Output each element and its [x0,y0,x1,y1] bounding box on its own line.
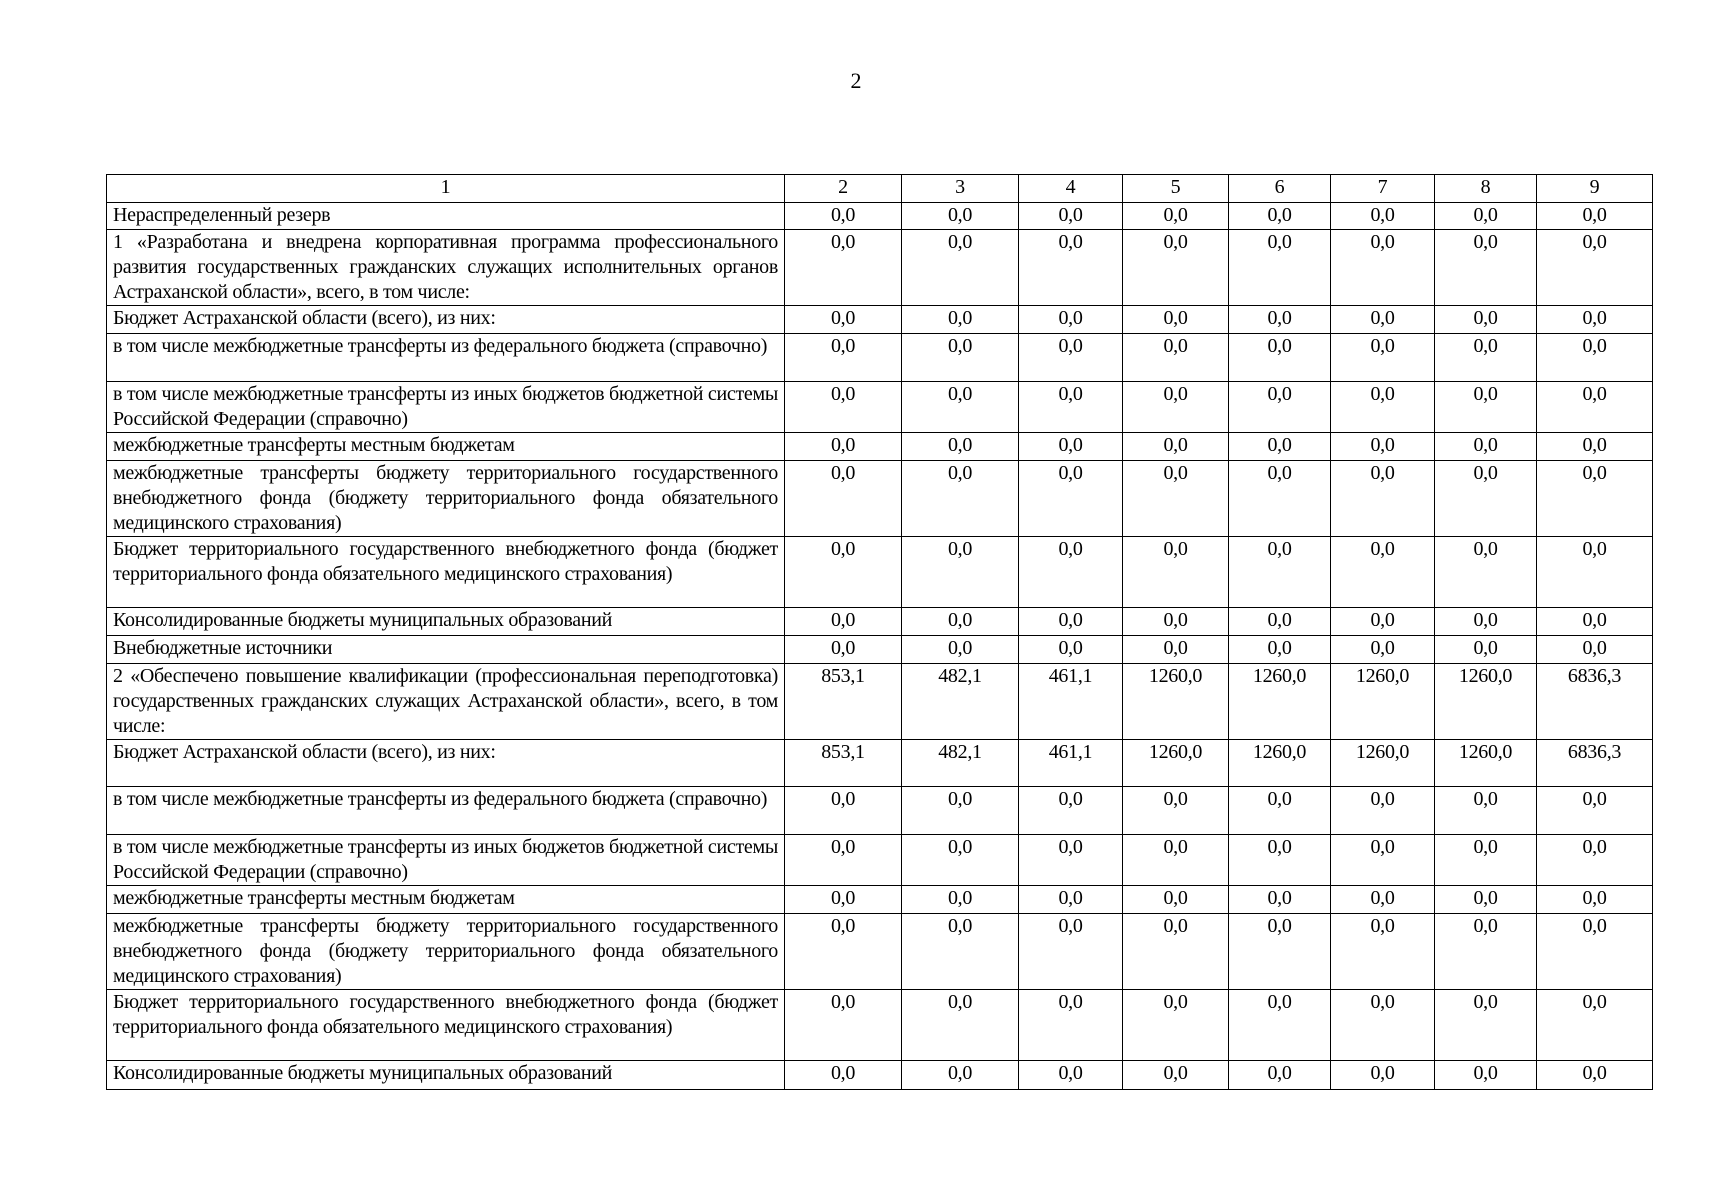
row-value-col-5: 0,0 [1123,914,1229,990]
table-row [107,306,1653,334]
row-value-col-5: 0,0 [1123,835,1229,886]
row-value-col-7: 0,0 [1331,608,1435,636]
row-value-col-3: 0,0 [902,382,1019,433]
table-row [107,334,1653,382]
row-value-col-5: 0,0 [1123,1061,1229,1090]
table-row [107,664,1653,740]
row-label: 2 «Обеспечено повышение квалификации (профессиональная переподготовка) государственных гражданских служащих Астраханской области», всего, в том числе: [107,664,785,740]
row-value-col-5: 1260,0 [1123,740,1229,787]
row-value-col-9: 0,0 [1537,636,1653,664]
row-value-col-9: 6836,3 [1537,740,1653,787]
row-value-col-2: 0,0 [785,886,902,914]
row-label: в том числе межбюджетные трансферты из федерального бюджета (справочно) [107,787,785,835]
row-value-col-3: 0,0 [902,537,1019,608]
row-label: межбюджетные трансферты бюджету территориального государственного внебюджетного фонда (бюджету территориального фонда обязательного медицинского страхования) [107,461,785,537]
table-row [107,1061,1653,1090]
row-value-col-7: 0,0 [1331,990,1435,1061]
row-value-col-3: 0,0 [902,835,1019,886]
row-value-col-3: 482,1 [902,740,1019,787]
row-value-col-8: 0,0 [1435,914,1537,990]
column-number-row [107,175,1653,203]
row-value-col-6: 0,0 [1229,886,1331,914]
row-value-col-8: 0,0 [1435,433,1537,461]
row-value-col-5: 0,0 [1123,990,1229,1061]
row-value-col-4: 0,0 [1019,886,1123,914]
table-row [107,886,1653,914]
row-value-col-6: 0,0 [1229,1061,1331,1090]
row-value-col-2: 0,0 [785,608,902,636]
row-value-col-8: 0,0 [1435,1061,1537,1090]
row-value-col-4: 0,0 [1019,608,1123,636]
row-value-col-7: 1260,0 [1331,664,1435,740]
row-value-col-4: 0,0 [1019,914,1123,990]
row-value-col-5: 0,0 [1123,636,1229,664]
row-value-col-4: 0,0 [1019,1061,1123,1090]
row-value-col-9: 0,0 [1537,787,1653,835]
row-value-col-7: 0,0 [1331,1061,1435,1090]
row-value-col-9: 0,0 [1537,306,1653,334]
row-value-col-6: 0,0 [1229,608,1331,636]
row-label: межбюджетные трансферты местным бюджетам [107,433,785,461]
row-value-col-8: 0,0 [1435,886,1537,914]
row-value-col-6: 0,0 [1229,636,1331,664]
table-row [107,382,1653,433]
row-value-col-5: 0,0 [1123,230,1229,306]
row-value-col-3: 0,0 [902,203,1019,230]
row-value-col-7: 0,0 [1331,787,1435,835]
table-row [107,537,1653,608]
row-value-col-6: 0,0 [1229,835,1331,886]
row-label: Бюджет Астраханской области (всего), из них: [107,740,785,787]
row-value-col-3: 0,0 [902,914,1019,990]
column-number-6: 6 [1229,175,1331,203]
row-value-col-6: 0,0 [1229,787,1331,835]
row-value-col-2: 0,0 [785,230,902,306]
row-value-col-4: 0,0 [1019,787,1123,835]
row-label: в том числе межбюджетные трансферты из иных бюджетов бюджетной системы Российской Федерации (справочно) [107,382,785,433]
row-value-col-9: 0,0 [1537,334,1653,382]
row-value-col-8: 0,0 [1435,334,1537,382]
row-value-col-5: 0,0 [1123,886,1229,914]
row-value-col-4: 0,0 [1019,334,1123,382]
row-value-col-2: 0,0 [785,537,902,608]
row-value-col-8: 1260,0 [1435,740,1537,787]
column-number-1: 1 [107,175,785,203]
row-value-col-2: 0,0 [785,382,902,433]
row-value-col-7: 0,0 [1331,461,1435,537]
row-value-col-5: 0,0 [1123,787,1229,835]
row-value-col-7: 0,0 [1331,230,1435,306]
row-label: Бюджет территориального государственного внебюджетного фонда (бюджет территориального фонда обязательного медицинского страхования) [107,990,785,1061]
row-value-col-5: 0,0 [1123,537,1229,608]
row-value-col-4: 461,1 [1019,664,1123,740]
row-value-col-4: 0,0 [1019,230,1123,306]
row-value-col-8: 0,0 [1435,787,1537,835]
row-value-col-4: 0,0 [1019,433,1123,461]
table-row [107,203,1653,230]
row-label: Консолидированные бюджеты муниципальных образований [107,608,785,636]
row-value-col-6: 0,0 [1229,433,1331,461]
column-number-5: 5 [1123,175,1229,203]
row-value-col-7: 0,0 [1331,537,1435,608]
row-value-col-9: 0,0 [1537,835,1653,886]
row-value-col-2: 853,1 [785,740,902,787]
row-value-col-2: 0,0 [785,461,902,537]
row-value-col-2: 853,1 [785,664,902,740]
row-value-col-7: 0,0 [1331,203,1435,230]
row-value-col-9: 0,0 [1537,1061,1653,1090]
column-number-9: 9 [1537,175,1653,203]
column-number-4: 4 [1019,175,1123,203]
column-number-3: 3 [902,175,1019,203]
row-label: в том числе межбюджетные трансферты из иных бюджетов бюджетной системы Российской Федерации (справочно) [107,835,785,886]
table-row [107,461,1653,537]
row-value-col-9: 0,0 [1537,914,1653,990]
row-value-col-9: 0,0 [1537,461,1653,537]
row-value-col-3: 0,0 [902,990,1019,1061]
row-value-col-9: 6836,3 [1537,664,1653,740]
row-value-col-8: 0,0 [1435,203,1537,230]
row-value-col-4: 0,0 [1019,636,1123,664]
row-value-col-2: 0,0 [785,787,902,835]
row-value-col-5: 1260,0 [1123,664,1229,740]
budget-table [106,174,1653,1090]
row-value-col-9: 0,0 [1537,886,1653,914]
table-body [107,203,1653,1090]
row-value-col-7: 0,0 [1331,636,1435,664]
row-value-col-2: 0,0 [785,203,902,230]
row-value-col-6: 0,0 [1229,537,1331,608]
row-value-col-6: 0,0 [1229,382,1331,433]
row-value-col-2: 0,0 [785,306,902,334]
row-value-col-3: 0,0 [902,230,1019,306]
row-value-col-5: 0,0 [1123,334,1229,382]
table-row [107,787,1653,835]
row-label: межбюджетные трансферты бюджету территориального государственного внебюджетного фонда (бюджету территориального фонда обязательного медицинского страхования) [107,914,785,990]
row-value-col-4: 0,0 [1019,835,1123,886]
row-value-col-3: 0,0 [902,433,1019,461]
row-value-col-9: 0,0 [1537,230,1653,306]
row-value-col-6: 1260,0 [1229,664,1331,740]
row-value-col-3: 0,0 [902,636,1019,664]
row-value-col-2: 0,0 [785,636,902,664]
row-value-col-7: 0,0 [1331,382,1435,433]
row-value-col-8: 0,0 [1435,306,1537,334]
row-value-col-6: 1260,0 [1229,740,1331,787]
row-value-col-7: 0,0 [1331,306,1435,334]
row-value-col-5: 0,0 [1123,433,1229,461]
row-value-col-2: 0,0 [785,1061,902,1090]
row-value-col-3: 0,0 [902,334,1019,382]
row-value-col-4: 0,0 [1019,537,1123,608]
table-row [107,433,1653,461]
row-value-col-7: 0,0 [1331,914,1435,990]
row-value-col-6: 0,0 [1229,334,1331,382]
table-row [107,835,1653,886]
row-value-col-7: 1260,0 [1331,740,1435,787]
row-value-col-4: 0,0 [1019,306,1123,334]
row-value-col-6: 0,0 [1229,990,1331,1061]
row-value-col-4: 461,1 [1019,740,1123,787]
page-number: 2 [850,68,862,93]
row-value-col-8: 0,0 [1435,608,1537,636]
row-value-col-3: 0,0 [902,787,1019,835]
row-label: 1 «Разработана и внедрена корпоративная программа профессионального развития государственных гражданских служащих исполнительных органов Астраханской области», всего, в том числе: [107,230,785,306]
row-value-col-6: 0,0 [1229,461,1331,537]
table-row [107,636,1653,664]
row-value-col-6: 0,0 [1229,914,1331,990]
table-row [107,230,1653,306]
row-value-col-3: 482,1 [902,664,1019,740]
row-value-col-2: 0,0 [785,334,902,382]
row-label: межбюджетные трансферты местным бюджетам [107,886,785,914]
table-row [107,608,1653,636]
row-value-col-8: 0,0 [1435,990,1537,1061]
row-value-col-9: 0,0 [1537,203,1653,230]
row-value-col-5: 0,0 [1123,608,1229,636]
row-value-col-8: 0,0 [1435,230,1537,306]
row-value-col-5: 0,0 [1123,306,1229,334]
row-value-col-6: 0,0 [1229,230,1331,306]
row-value-col-7: 0,0 [1331,433,1435,461]
row-value-col-9: 0,0 [1537,990,1653,1061]
row-value-col-6: 0,0 [1229,306,1331,334]
column-number-2: 2 [785,175,902,203]
row-value-col-8: 0,0 [1435,835,1537,886]
row-value-col-3: 0,0 [902,608,1019,636]
row-value-col-7: 0,0 [1331,886,1435,914]
row-label: в том числе межбюджетные трансферты из федерального бюджета (справочно) [107,334,785,382]
row-value-col-5: 0,0 [1123,382,1229,433]
row-value-col-3: 0,0 [902,886,1019,914]
row-value-col-3: 0,0 [902,461,1019,537]
row-value-col-9: 0,0 [1537,433,1653,461]
row-value-col-9: 0,0 [1537,537,1653,608]
row-value-col-8: 0,0 [1435,382,1537,433]
row-label: Бюджет Астраханской области (всего), из них: [107,306,785,334]
row-value-col-9: 0,0 [1537,608,1653,636]
row-value-col-3: 0,0 [902,306,1019,334]
column-number-7: 7 [1331,175,1435,203]
table-row [107,990,1653,1061]
row-value-col-6: 0,0 [1229,203,1331,230]
row-value-col-8: 1260,0 [1435,664,1537,740]
row-value-col-5: 0,0 [1123,203,1229,230]
row-value-col-2: 0,0 [785,433,902,461]
row-label: Бюджет территориального государственного внебюджетного фонда (бюджет территориального фонда обязательного медицинского страхования) [107,537,785,608]
row-value-col-9: 0,0 [1537,382,1653,433]
row-value-col-3: 0,0 [902,1061,1019,1090]
row-value-col-8: 0,0 [1435,636,1537,664]
row-value-col-8: 0,0 [1435,461,1537,537]
row-value-col-8: 0,0 [1435,537,1537,608]
row-value-col-2: 0,0 [785,990,902,1061]
row-value-col-7: 0,0 [1331,334,1435,382]
row-label: Внебюджетные источники [107,636,785,664]
column-number-8: 8 [1435,175,1537,203]
table-row [107,914,1653,990]
row-label: Консолидированные бюджеты муниципальных образований [107,1061,785,1090]
row-label: Нераспределенный резерв [107,203,785,230]
row-value-col-4: 0,0 [1019,203,1123,230]
row-value-col-2: 0,0 [785,835,902,886]
row-value-col-4: 0,0 [1019,382,1123,433]
row-value-col-4: 0,0 [1019,990,1123,1061]
row-value-col-2: 0,0 [785,914,902,990]
row-value-col-7: 0,0 [1331,835,1435,886]
row-value-col-5: 0,0 [1123,461,1229,537]
table-row [107,740,1653,787]
row-value-col-4: 0,0 [1019,461,1123,537]
